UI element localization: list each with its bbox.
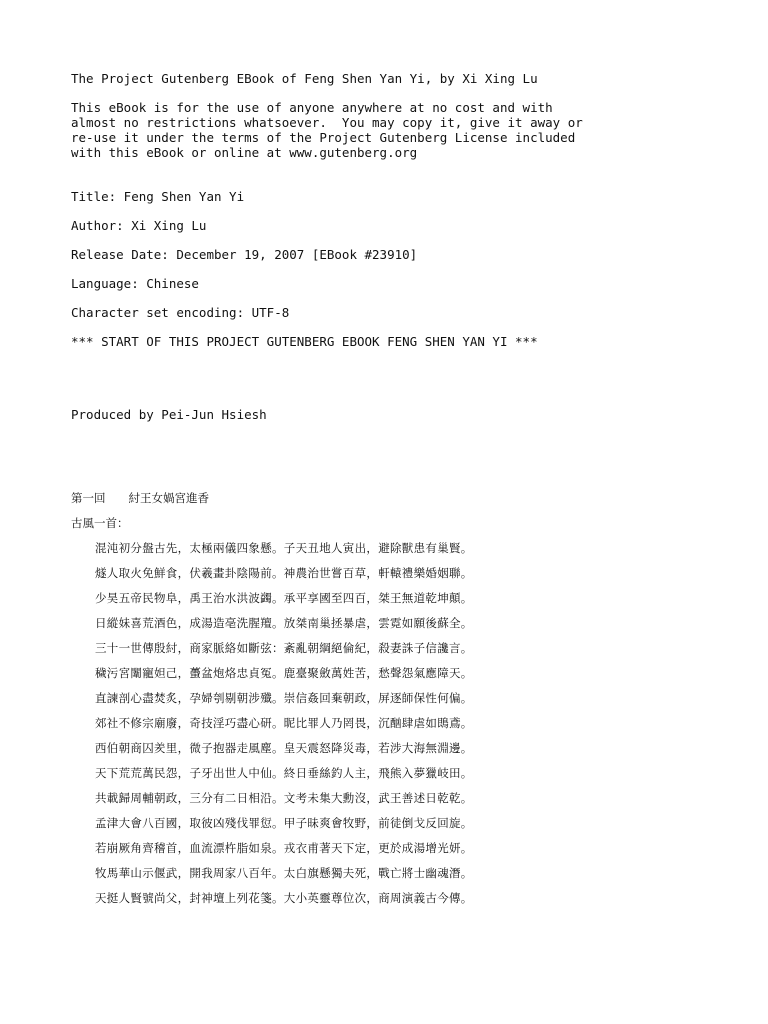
title-field: Title: Feng Shen Yan Yi: [71, 189, 245, 204]
poem-line: 郊社不修宗廟廢，奇技淫巧盡心研。昵比罪人乃罔畏，沉酗肆虐如鵖鳶。: [95, 716, 473, 730]
poem-line: 三十一世傳殷紂，商家脈絡如斷弦：紊亂朝綱絕倫紀，殺妻誅子信讒言。: [95, 641, 473, 655]
license-line: with this eBook or online at www.gutenberg.org: [71, 145, 418, 160]
encoding-field: Character set encoding: UTF-8: [71, 305, 290, 320]
poem-line: 牧馬華山示偃武，開我周家八百年。太白旗懸獨夫死，戰亡將士幽魂潛。: [95, 866, 473, 880]
release-date-field: Release Date: December 19, 2007 [EBook #23910]: [71, 247, 418, 262]
poem-line: 天挺人賢號尚父，封神壇上列花箋。大小英靈尊位次，商周演義古今傳。: [95, 891, 473, 905]
poem-line: 穢污宮闈寵妲己，蠆盆炮烙忠貞冤。鹿臺聚斂萬姓苦，愁聲怨氣應障天。: [95, 666, 473, 680]
license-line: almost no restrictions whatsoever. You may copy it, give it away or: [71, 115, 583, 130]
producer-credit: Produced by Pei-Jun Hsiesh: [71, 407, 267, 422]
license-line: re-use it under the terms of the Project Gutenberg License included: [71, 130, 576, 145]
poem-line: 天下荒荒萬民怨，子牙出世人中仙。終日垂絲釣人主，飛熊入夢獵岐田。: [95, 766, 473, 780]
poem-line: 混沌初分盤古先，太極兩儀四象懸。子天丑地人寅出，避除獸患有巢賢。: [95, 541, 473, 555]
poem-line: 孟津大會八百國，取彼凶殘伐罪愆。甲子昧爽會牧野，前徒倒戈反回旋。: [95, 816, 473, 830]
poem-line: 共載歸周輔朝政，三分有二日相沿。文考未集大勳沒，武王善述日乾乾。: [95, 791, 473, 805]
poem-line: 少昊五帝民物阜，禹王治水洪波蠲。承平享國至四百，桀王無道乾坤顛。: [95, 591, 473, 605]
poem-line: 西伯朝商囚羑里，微子抱器走風塵。皇天震怒降災毒，若涉大海無淵邊。: [95, 741, 473, 755]
license-line: This eBook is for the use of anyone anywhere at no cost and with: [71, 100, 553, 115]
poem-line: 直諫剖心盡焚炙，孕婦刳剔朝涉殲。崇信姦回棄朝政，屏逐師保性何偏。: [95, 691, 473, 705]
poem-line: 燧人取火免鮮食，伏羲畫卦陰陽前。神農治世嘗百草，軒轅禮樂婚姻聯。: [95, 566, 473, 580]
ebook-title-line: The Project Gutenberg EBook of Feng Shen Yan Yi, by Xi Xing Lu: [71, 71, 538, 86]
poem-line: 若崩厥角齊稽首，血流漂杵脂如泉。戎衣甫著天下定，更於成湯增光妍。: [95, 841, 473, 855]
author-field: Author: Xi Xing Lu: [71, 218, 207, 233]
poem-heading: 古風一首：: [71, 516, 129, 530]
start-marker: *** START OF THIS PROJECT GUTENBERG EBOOK FENG SHEN YAN YI ***: [71, 334, 538, 349]
poem-line: 日縱妹喜荒酒色，成湯造亳洗腥羶。放桀南巢拯暴虐，雲霓如願後蘇全。: [95, 616, 473, 630]
chapter-heading: 第一回 紂王女媧宮進香: [71, 491, 209, 505]
language-field: Language: Chinese: [71, 276, 199, 291]
